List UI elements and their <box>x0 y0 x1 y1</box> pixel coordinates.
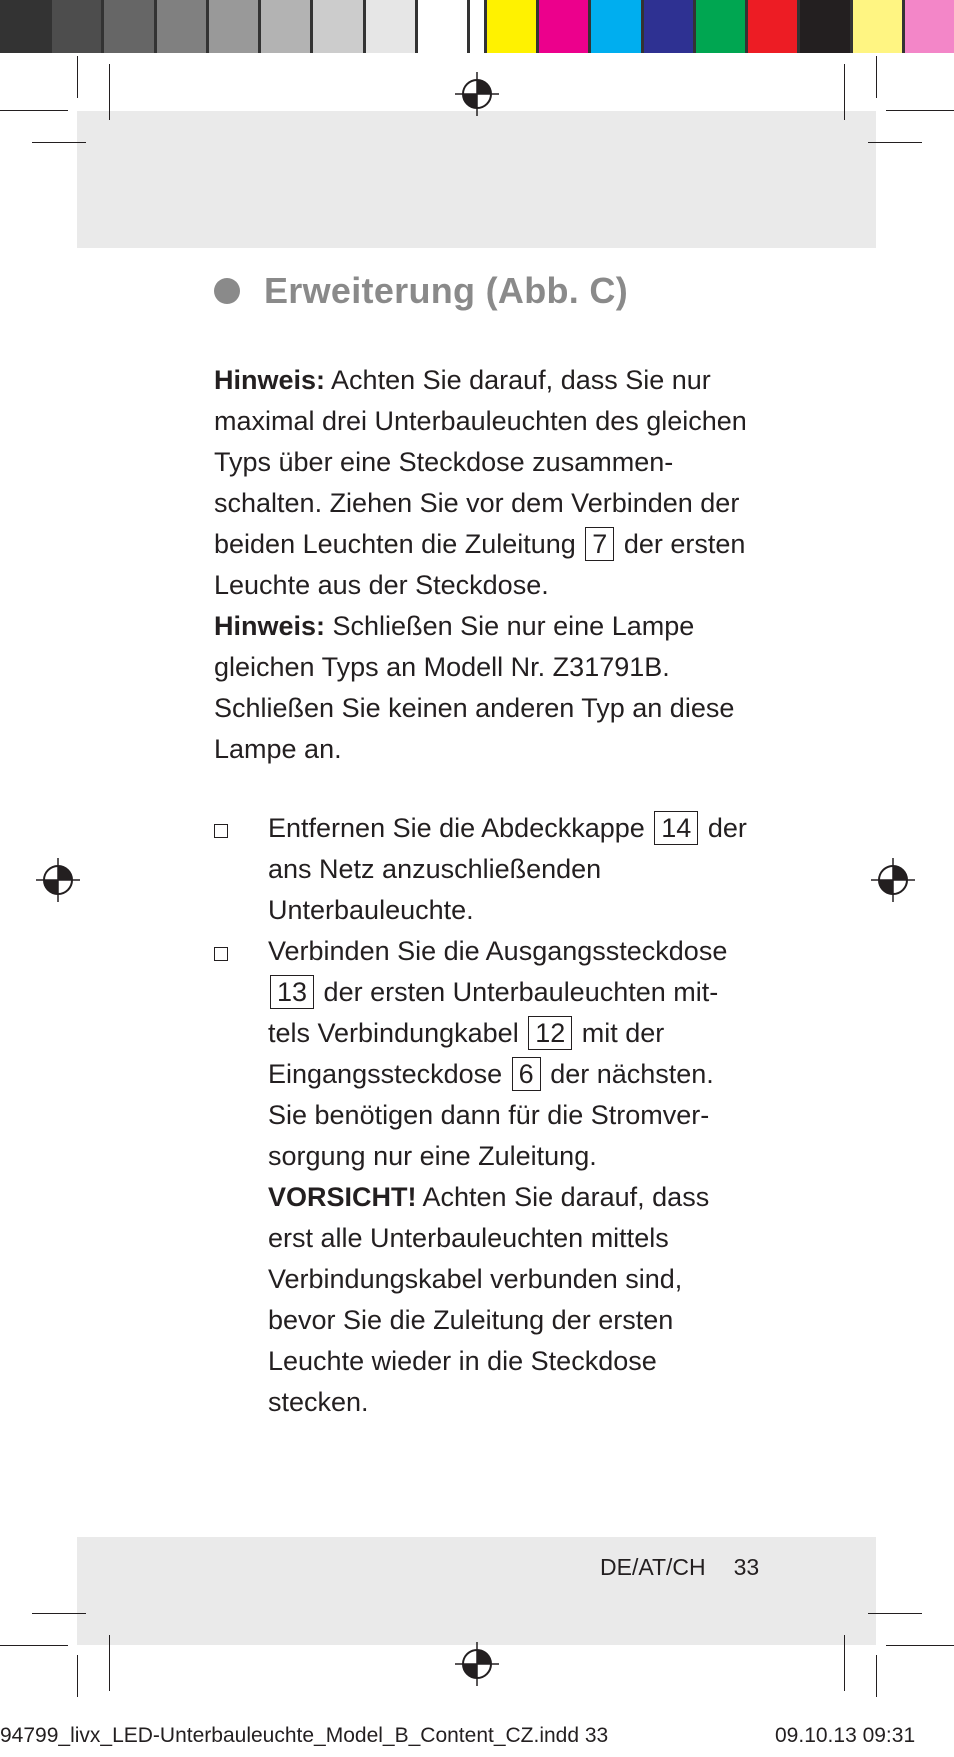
red-swatch <box>748 0 800 53</box>
header-band <box>77 111 876 248</box>
gray-swatch <box>209 0 261 53</box>
part-reference: 12 <box>528 1016 572 1050</box>
crop-mark <box>876 1655 877 1697</box>
gray-swatch <box>313 0 365 53</box>
bullet-dot-icon <box>214 278 240 304</box>
checkbox-icon <box>214 824 228 838</box>
blue-swatch <box>644 0 696 53</box>
step-text: Verbinden Sie die Ausgangssteckdose <box>268 936 728 966</box>
note-text: Achten Sie darauf, dass Sie nur maximal drei Unterbauleuchten des gleichen Typs über eine Steckdose zusammen- schalten. Ziehen Sie vor dem Verbinden der beiden Leuchten die Zuleitung <box>214 365 747 559</box>
crop-mark <box>844 1635 845 1691</box>
crop-mark <box>0 1645 68 1646</box>
list-item <box>214 808 774 931</box>
gray-swatch <box>261 0 313 53</box>
registration-mark-icon <box>455 72 499 116</box>
note-label: Hinweis: <box>214 365 326 395</box>
process-color-bar <box>484 0 954 53</box>
crop-mark <box>876 56 877 98</box>
list-item <box>214 931 774 1423</box>
note-label: Hinweis: <box>214 611 326 641</box>
print-datetime: 09.10.13 09:31 <box>775 1724 916 1747</box>
region-label: DE/AT/CH <box>600 1554 706 1580</box>
green-swatch <box>696 0 748 53</box>
crop-mark <box>868 142 922 143</box>
gray-swatch <box>157 0 209 53</box>
grayscale-color-bar <box>0 0 470 53</box>
note-text: Schließen Sie nur eine Lampe gleichen Typs an Modell Nr. Z31791B. Schließen Sie keinen anderen Typ an diese Lampe an. <box>214 611 735 764</box>
gray-swatch <box>418 0 467 53</box>
gray-swatch <box>0 0 52 53</box>
part-reference: 14 <box>654 811 698 845</box>
crop-mark <box>886 1645 954 1646</box>
note-paragraph <box>214 606 754 770</box>
pink-swatch <box>905 0 954 53</box>
gray-swatch <box>104 0 156 53</box>
list-item-text <box>268 808 748 931</box>
black-swatch <box>800 0 852 53</box>
crop-mark <box>109 64 110 120</box>
crop-mark <box>0 110 68 111</box>
page-number: 33 <box>733 1554 760 1580</box>
crop-mark <box>32 1613 86 1614</box>
part-reference: 13 <box>270 975 314 1009</box>
step-text: der ans Netz anzuschließenden Unterbauleuchte. <box>268 813 747 925</box>
magenta-swatch <box>539 0 591 53</box>
crop-mark <box>77 56 78 98</box>
registration-mark-icon <box>871 858 915 902</box>
gray-swatch <box>366 0 418 53</box>
part-reference: 6 <box>512 1057 541 1091</box>
step-text: Entfernen Sie die Abdeckkappe <box>268 813 653 843</box>
note-text: der ersten Leuchte aus der Steckdose. <box>214 529 746 600</box>
section-heading <box>214 270 628 312</box>
caution-text: Achten Sie darauf, dass erst alle Unterbauleuchten mittels Verbindungskabel verbunden sind, bevor Sie die Zuleitung der ersten Leuchte wieder in die Steckdose stecken. <box>268 1182 710 1417</box>
page-footer <box>600 1554 759 1581</box>
crop-mark <box>109 1635 110 1691</box>
yellow-swatch <box>487 0 539 53</box>
checkbox-icon <box>214 947 228 961</box>
crop-mark <box>32 142 86 143</box>
section-title: Erweiterung (Abb. C) <box>264 270 628 311</box>
crop-mark <box>844 64 845 120</box>
file-name: 94799_livx_LED-Unterbauleuchte_Model_B_Content_CZ.indd 33 <box>0 1724 609 1747</box>
step-list <box>214 808 774 1423</box>
list-item-text <box>268 931 748 1423</box>
instruction-paragraph <box>214 360 754 770</box>
step-text: mit der Eingangssteckdose <box>268 1018 665 1089</box>
gray-swatch <box>52 0 104 53</box>
part-reference: 7 <box>585 527 614 561</box>
registration-mark-icon <box>455 1642 499 1686</box>
registration-mark-icon <box>36 858 80 902</box>
crop-mark <box>868 1613 922 1614</box>
crop-mark <box>886 110 954 111</box>
crop-mark <box>77 1655 78 1697</box>
caution-label: VORSICHT! <box>268 1182 417 1212</box>
step-text: der nächsten. Sie benötigen dann für die Stromver- sorgung nur eine Zuleitung. <box>268 1059 714 1171</box>
step-text: der ersten Unterbauleuchten mit- tels Verbindungkabel <box>268 977 719 1048</box>
note-paragraph <box>214 360 754 606</box>
cyan-swatch <box>591 0 643 53</box>
light-yellow-swatch <box>853 0 905 53</box>
